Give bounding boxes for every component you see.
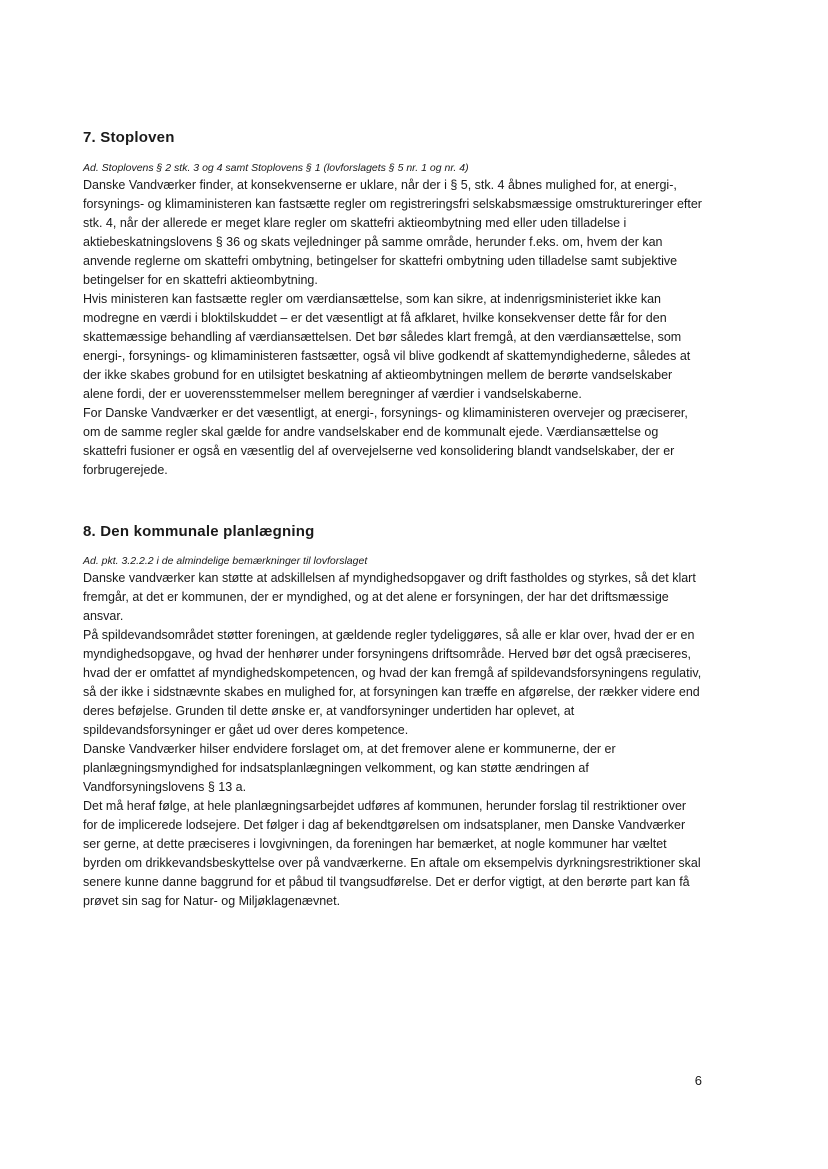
page-content	[83, 128, 703, 911]
section-stoploven	[83, 128, 703, 480]
paragraph: For Danske Vandværker er det væsentligt, at energi-, forsynings- og klimaministeren overvejer og præciserer, om de samme regler skal gælde for andre vandselskaber end de kommunalt ejede. Værdiansættelse og skattefri fusioner er også en væsentlig del af overvejelserne ved konsolidering blandt vandselskaber, der er forbrugerejede.	[83, 406, 688, 477]
paragraph: På spildevandsområdet støtter foreningen, at gældende regler tydeliggøres, så alle er klar over, hvad der er en myndighedsopgave, og hvad der henhører under forsyningens driftsområde. Herved bør det også præciseres, hvad der er omfattet af myndighedskompetencen, og hvad der kan fremgå af spildevandsforsyningens regulativ, så der ikke i sidstnævnte skabes en mulighed for, at forsyningen kan træffe en afgørelse, der rækker videre end deres beføjelse. Grunden til dette ønske er, at vandforsyninger undertiden har oplevet, at spildevandsforsyninger er gået ud over deres kompetence.	[83, 628, 702, 737]
section-heading: 7. Stoploven	[83, 129, 175, 146]
page-number: 6	[694, 1073, 702, 1088]
paragraph: Hvis ministeren kan fastsætte regler om værdiansættelse, som kan sikre, at indenrigsministeriet ikke kan modregne en værdi i bloktilskuddet – er det væsentligt at få afklaret, hvilke konsekvenser dette får for den skattemæssige behandling af værdiansættelsen. Det bør således klart fremgå, at den værdiansættelse, som energi-, forsynings- og klimaministeren fastsætter, også vil blive godkendt af skattemyndighederne, således at der ikke skabes grobund for en utilsigtet beskatning af aktieombytningen mellem de berørte vandselskaber alene fordi, der er uoverensstemmelser mellem beregninger af værdier i vandselskaberne.	[83, 292, 691, 401]
paragraph: Danske Vandværker finder, at konsekvenserne er uklare, når der i § 5, stk. 4 åbnes mulighed for, at energi-, forsynings- og klimaministeren kan fastsætte regler om registreringsfri selskabsmæssige omstruktureringer efter stk. 4, når der allerede er meget klare regler om skattefri aktieombytning med eller uden tilladelse i aktiebeskatningslovens § 36 og skats vejledninger på samme område, herunder f.eks. om, hvem der kan anvende reglerne om skattefri ombytning, betingelser for skattefri ombytning uden tilladelse samt subjektive betingelser for en skattefri aktieombytning.	[83, 178, 702, 287]
paragraph: Danske Vandværker hilser endvidere forslaget om, at det fremover alene er kommunerne, der er planlægningsmyndighed for indsatsplanlægningen velkomment, og kan støtte ændringen af Vandforsyningslovens § 13 a.	[83, 742, 616, 794]
section-subheading: Ad. pkt. 3.2.2.2 i de almindelige bemærkninger til lovforslaget	[83, 555, 368, 567]
paragraph: Danske vandværker kan støtte at adskillelsen af myndighedsopgaver og drift fastholdes og styrkes, så det klart fremgår, at det er kommunen, der er myndighed, og at det alene er forsyningen, der har det driftsmæssige ansvar.	[83, 571, 696, 623]
section-kommunale-planlaegning	[83, 522, 703, 911]
section-subheading: Ad. Stoplovens § 2 stk. 3 og 4 samt Stoplovens § 1 (lovforslagets § 5 nr. 1 og nr. 4)	[83, 162, 469, 174]
section-heading: 8. Den kommunale planlægning	[83, 523, 315, 540]
paragraph: Det må heraf følge, at hele planlægningsarbejdet udføres af kommunen, herunder forslag til restriktioner over for de implicerede lodsejere. Det følger i dag af bekendtgørelsen om indsatsplaner, men Danske Vandværker ser gerne, at dette præciseres i lovgivningen, da foreningen har bemærket, at nogle kommuner har væltet byrden om drikkevandsbeskyttelse over på vandværkerne. En aftale om eksempelvis dyrkningsrestriktioner skal senere kunne danne baggrund for et påbud til tvangsudførelse. Det er derfor vigtigt, at den berørte part kan få prøvet sin sag for Natur- og Miljøklagenævnet.	[83, 799, 701, 908]
